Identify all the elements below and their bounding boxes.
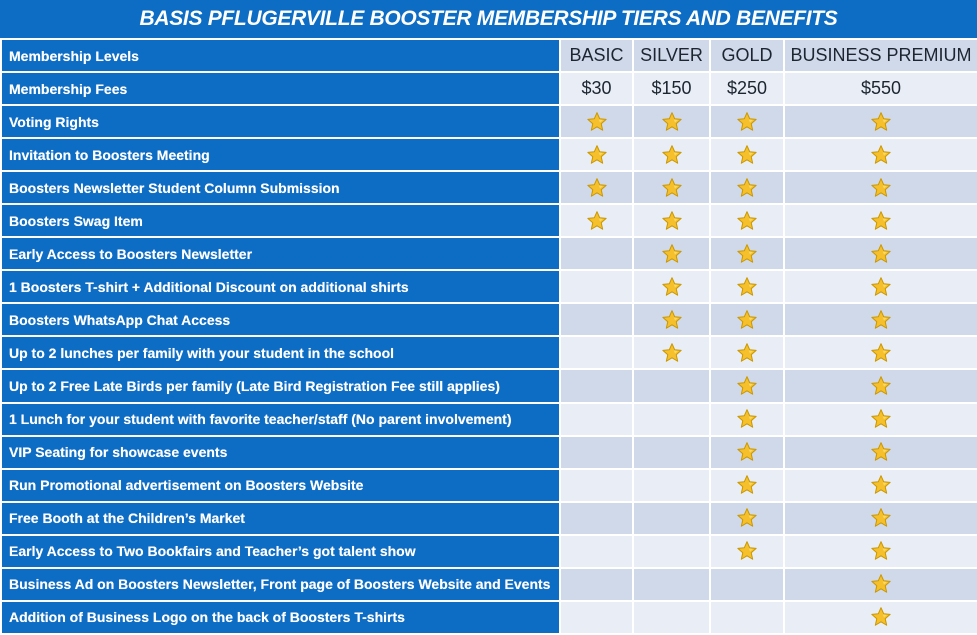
star-icon bbox=[736, 111, 758, 133]
star-icon bbox=[736, 276, 758, 298]
benefit-cell-silver bbox=[633, 403, 710, 436]
benefit-cell-business-premium bbox=[784, 138, 977, 171]
star-icon bbox=[870, 243, 892, 265]
tier-header-silver: SILVER bbox=[633, 39, 710, 72]
benefit-label: Business Ad on Boosters Newsletter, Front page of Boosters Website and Events bbox=[1, 568, 560, 601]
benefit-cell-silver bbox=[633, 204, 710, 237]
benefit-cell-basic bbox=[560, 336, 633, 369]
benefit-row bbox=[1, 237, 977, 270]
benefit-cell-silver bbox=[633, 502, 710, 535]
benefit-cell-business-premium bbox=[784, 535, 977, 568]
fee-silver: $150 bbox=[633, 72, 710, 105]
benefit-cell-basic bbox=[560, 204, 633, 237]
benefit-row bbox=[1, 469, 977, 502]
benefit-label: Early Access to Boosters Newsletter bbox=[1, 237, 560, 270]
benefit-cell-basic bbox=[560, 403, 633, 436]
star-icon bbox=[870, 507, 892, 529]
membership-fees-label: Membership Fees bbox=[1, 72, 560, 105]
star-icon bbox=[870, 111, 892, 133]
benefits-table bbox=[0, 38, 977, 635]
benefit-label: Free Booth at the Children’s Market bbox=[1, 502, 560, 535]
star-icon bbox=[870, 408, 892, 430]
benefit-cell-basic bbox=[560, 502, 633, 535]
benefit-cell-silver bbox=[633, 336, 710, 369]
star-icon bbox=[736, 474, 758, 496]
benefit-cell-gold bbox=[710, 568, 784, 601]
star-icon bbox=[661, 144, 683, 166]
benefit-cell-silver bbox=[633, 171, 710, 204]
benefit-row bbox=[1, 568, 977, 601]
fee-gold: $250 bbox=[710, 72, 784, 105]
benefit-cell-basic bbox=[560, 568, 633, 601]
star-icon bbox=[661, 276, 683, 298]
benefit-label: Boosters Swag Item bbox=[1, 204, 560, 237]
benefit-cell-silver bbox=[633, 436, 710, 469]
benefit-cell-gold bbox=[710, 601, 784, 634]
benefit-cell-business-premium bbox=[784, 237, 977, 270]
benefit-label: Invitation to Boosters Meeting bbox=[1, 138, 560, 171]
benefit-cell-gold bbox=[710, 171, 784, 204]
benefit-row bbox=[1, 601, 977, 634]
benefit-label: Up to 2 Free Late Birds per family (Late Bird Registration Fee still applies) bbox=[1, 369, 560, 402]
benefit-cell-basic bbox=[560, 469, 633, 502]
benefit-row bbox=[1, 171, 977, 204]
star-icon bbox=[736, 540, 758, 562]
benefit-cell-basic bbox=[560, 105, 633, 138]
fee-business-premium: $550 bbox=[784, 72, 977, 105]
benefit-cell-silver bbox=[633, 369, 710, 402]
benefit-cell-gold bbox=[710, 204, 784, 237]
benefit-row bbox=[1, 138, 977, 171]
star-icon bbox=[870, 309, 892, 331]
benefit-row bbox=[1, 336, 977, 369]
star-icon bbox=[870, 474, 892, 496]
membership-fees-row bbox=[1, 72, 977, 105]
benefit-cell-silver bbox=[633, 568, 710, 601]
fee-basic: $30 bbox=[560, 72, 633, 105]
benefit-row bbox=[1, 270, 977, 303]
benefit-row bbox=[1, 369, 977, 402]
benefit-row bbox=[1, 303, 977, 336]
star-icon bbox=[736, 177, 758, 199]
benefit-cell-silver bbox=[633, 138, 710, 171]
benefit-cell-basic bbox=[560, 436, 633, 469]
star-icon bbox=[736, 408, 758, 430]
benefit-cell-basic bbox=[560, 369, 633, 402]
star-icon bbox=[870, 540, 892, 562]
star-icon bbox=[736, 375, 758, 397]
star-icon bbox=[661, 111, 683, 133]
benefit-cell-business-premium bbox=[784, 502, 977, 535]
benefit-cell-business-premium bbox=[784, 403, 977, 436]
star-icon bbox=[870, 375, 892, 397]
star-icon bbox=[870, 342, 892, 364]
page-title: BASIS PFLUGERVILLE BOOSTER MEMBERSHIP TIERS AND BENEFITS bbox=[0, 0, 977, 38]
benefit-cell-gold bbox=[710, 237, 784, 270]
star-icon bbox=[736, 342, 758, 364]
star-icon bbox=[736, 210, 758, 232]
star-icon bbox=[870, 177, 892, 199]
star-icon bbox=[586, 210, 608, 232]
benefit-cell-business-premium bbox=[784, 469, 977, 502]
benefit-cell-gold bbox=[710, 303, 784, 336]
star-icon bbox=[586, 177, 608, 199]
benefit-row bbox=[1, 204, 977, 237]
benefit-cell-business-premium bbox=[784, 568, 977, 601]
benefit-cell-silver bbox=[633, 237, 710, 270]
benefit-row bbox=[1, 105, 977, 138]
star-icon bbox=[870, 573, 892, 595]
benefit-row bbox=[1, 403, 977, 436]
star-icon bbox=[661, 342, 683, 364]
benefit-label: Boosters WhatsApp Chat Access bbox=[1, 303, 560, 336]
benefit-cell-business-premium bbox=[784, 436, 977, 469]
star-icon bbox=[736, 144, 758, 166]
star-icon bbox=[870, 276, 892, 298]
benefit-row bbox=[1, 535, 977, 568]
benefit-cell-silver bbox=[633, 303, 710, 336]
benefit-cell-gold bbox=[710, 535, 784, 568]
star-icon bbox=[736, 441, 758, 463]
benefit-cell-basic bbox=[560, 138, 633, 171]
star-icon bbox=[870, 441, 892, 463]
star-icon bbox=[661, 177, 683, 199]
benefit-cell-business-premium bbox=[784, 303, 977, 336]
tier-header-basic: BASIC bbox=[560, 39, 633, 72]
benefit-label: Addition of Business Logo on the back of Boosters T-shirts bbox=[1, 601, 560, 634]
star-icon bbox=[736, 243, 758, 265]
benefit-cell-basic bbox=[560, 237, 633, 270]
benefit-cell-silver bbox=[633, 469, 710, 502]
star-icon bbox=[736, 507, 758, 529]
benefit-cell-business-premium bbox=[784, 105, 977, 138]
star-icon bbox=[661, 243, 683, 265]
benefit-cell-gold bbox=[710, 270, 784, 303]
benefit-row bbox=[1, 436, 977, 469]
benefit-cell-business-premium bbox=[784, 171, 977, 204]
benefit-cell-silver bbox=[633, 105, 710, 138]
benefit-label: Run Promotional advertisement on Boosters Website bbox=[1, 469, 560, 502]
benefit-row bbox=[1, 502, 977, 535]
benefit-cell-business-premium bbox=[784, 270, 977, 303]
benefit-cell-gold bbox=[710, 105, 784, 138]
benefit-cell-business-premium bbox=[784, 204, 977, 237]
benefit-label: VIP Seating for showcase events bbox=[1, 436, 560, 469]
benefit-cell-gold bbox=[710, 138, 784, 171]
benefit-label: 1 Boosters T-shirt + Additional Discount on additional shirts bbox=[1, 270, 560, 303]
benefit-cell-basic bbox=[560, 171, 633, 204]
benefit-cell-business-premium bbox=[784, 336, 977, 369]
benefit-label: Up to 2 lunches per family with your student in the school bbox=[1, 336, 560, 369]
benefit-cell-silver bbox=[633, 535, 710, 568]
star-icon bbox=[736, 309, 758, 331]
benefit-cell-silver bbox=[633, 270, 710, 303]
star-icon bbox=[586, 111, 608, 133]
tier-header-gold: GOLD bbox=[710, 39, 784, 72]
benefit-cell-gold bbox=[710, 436, 784, 469]
star-icon bbox=[870, 144, 892, 166]
benefit-cell-gold bbox=[710, 502, 784, 535]
benefit-cell-basic bbox=[560, 601, 633, 634]
benefit-cell-gold bbox=[710, 403, 784, 436]
benefit-cell-gold bbox=[710, 369, 784, 402]
star-icon bbox=[870, 210, 892, 232]
benefit-label: 1 Lunch for your student with favorite teacher/staff (No parent involvement) bbox=[1, 403, 560, 436]
star-icon bbox=[870, 606, 892, 628]
benefit-cell-basic bbox=[560, 535, 633, 568]
star-icon bbox=[661, 309, 683, 331]
benefit-cell-gold bbox=[710, 469, 784, 502]
membership-levels-row bbox=[1, 39, 977, 72]
benefit-cell-basic bbox=[560, 303, 633, 336]
star-icon bbox=[586, 144, 608, 166]
benefit-cell-silver bbox=[633, 601, 710, 634]
benefit-label: Voting Rights bbox=[1, 105, 560, 138]
benefit-cell-basic bbox=[560, 270, 633, 303]
tier-header-business-premium: BUSINESS PREMIUM bbox=[784, 39, 977, 72]
benefit-cell-gold bbox=[710, 336, 784, 369]
benefit-cell-business-premium bbox=[784, 369, 977, 402]
benefit-cell-business-premium bbox=[784, 601, 977, 634]
star-icon bbox=[661, 210, 683, 232]
benefit-label: Early Access to Two Bookfairs and Teacher’s got talent show bbox=[1, 535, 560, 568]
benefit-label: Boosters Newsletter Student Column Submission bbox=[1, 171, 560, 204]
membership-levels-label: Membership Levels bbox=[1, 39, 560, 72]
